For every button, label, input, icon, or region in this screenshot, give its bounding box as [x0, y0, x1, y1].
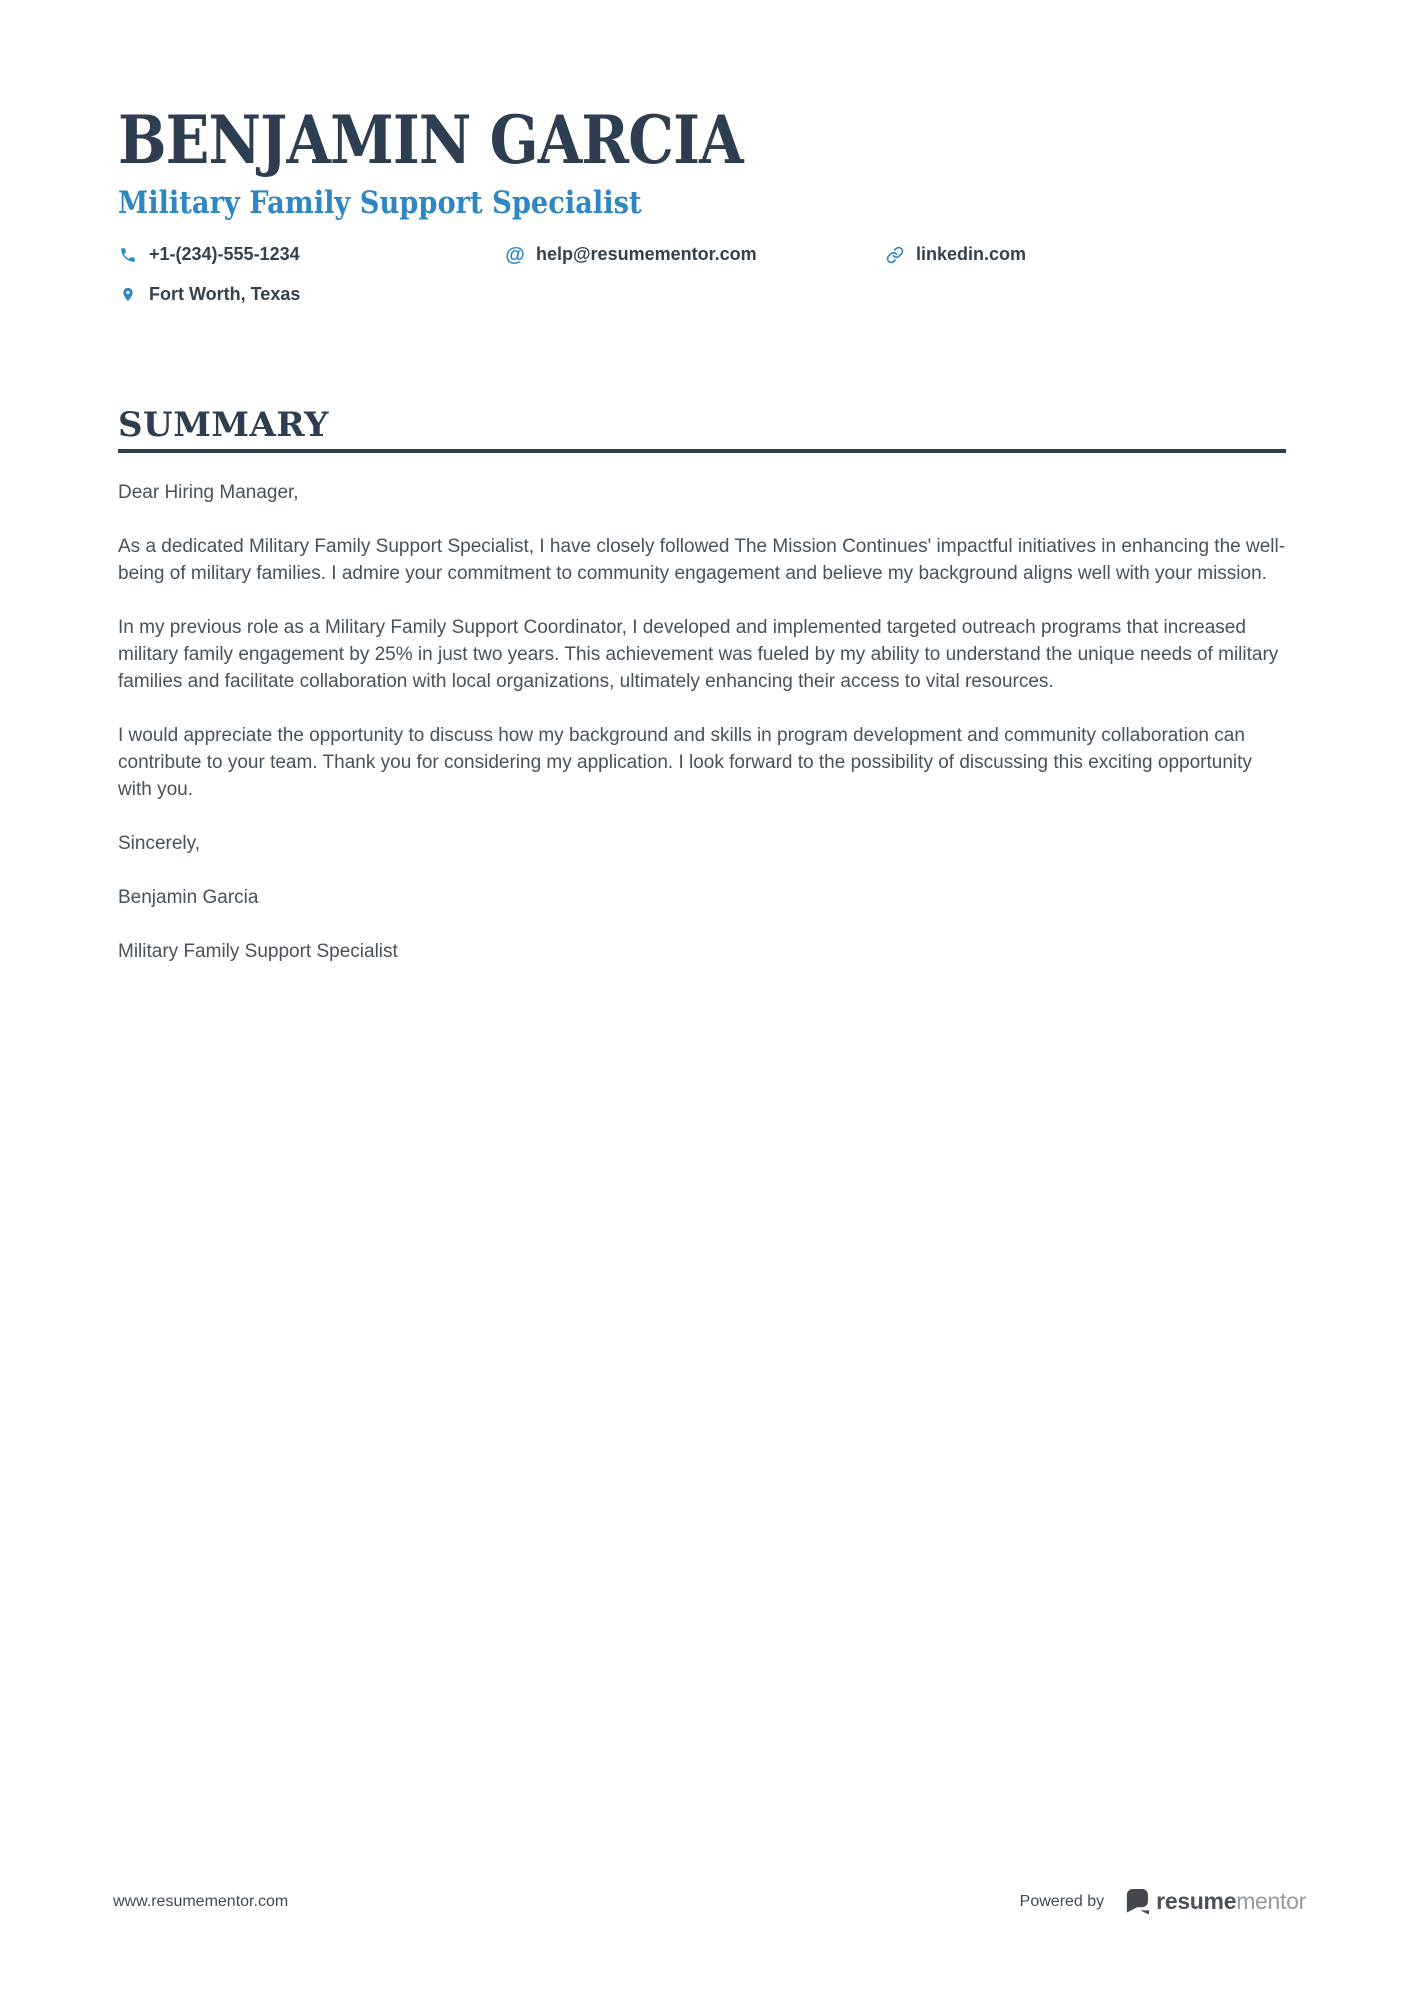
- letter-body: [118, 479, 1286, 965]
- link-icon: [885, 246, 905, 264]
- letter-paragraph: I would appreciate the opportunity to discuss how my background and skills in program development and community collaboration can contribute to your team. Thank you for considering my application. I look forward to the possibility of discussing this exciting opportunity with you.: [118, 725, 1252, 800]
- location-pin-icon: [118, 285, 138, 304]
- footer-website-link[interactable]: www.resumementor.com: [113, 1892, 289, 1910]
- page-footer: [113, 1888, 1306, 1915]
- powered-by-group: [1020, 1888, 1306, 1915]
- contact-info: [118, 244, 1286, 316]
- contact-phone[interactable]: [118, 244, 300, 265]
- letter-paragraph: As a dedicated Military Family Support Specialist, I have closely followed The Mission Continues' impactful initiatives in enhancing the well-being of military families. I admire your commitment to community engagement and believe my background aligns well with your mission.: [118, 536, 1286, 584]
- resumementor-logo-text: [1156, 1888, 1306, 1915]
- letter-signer-title: Military Family Support Specialist: [118, 941, 398, 962]
- logo-text-mentor: mentor: [1236, 1888, 1306, 1914]
- logo-text-resume: resume: [1156, 1888, 1237, 1914]
- letter-greeting: Dear Hiring Manager,: [118, 482, 299, 503]
- resumementor-logo-icon: [1124, 1889, 1149, 1914]
- contact-linkedin-label: linkedin.com: [916, 244, 1027, 264]
- letter-closing: Sincerely,: [118, 833, 201, 854]
- at-icon: @: [505, 243, 525, 266]
- letter-paragraph: In my previous role as a Military Family Support Coordinator, I developed and implemented targeted outreach programs that increased military family engagement by 25% in just two years. This achievement was fueled by my ability to understand the unique needs of military families and facilitate collaboration with local organizations, ultimately enhancing their access to vital resources.: [118, 617, 1279, 692]
- candidate-name: BENJAMIN GARCIA: [118, 101, 743, 179]
- summary-heading: SUMMARY: [118, 405, 329, 445]
- contact-linkedin[interactable]: [885, 244, 1026, 265]
- summary-divider: [118, 449, 1286, 453]
- powered-by-label: Powered by: [1019, 1892, 1105, 1910]
- contact-location[interactable]: [118, 284, 300, 305]
- contact-location-label: Fort Worth, Texas: [149, 284, 301, 304]
- contact-email-label: help@resumementor.com: [536, 244, 757, 264]
- resumementor-logo[interactable]: [1124, 1888, 1306, 1915]
- letter-signer-name: Benjamin Garcia: [118, 887, 259, 908]
- phone-icon: [118, 246, 138, 264]
- page-content: [0, 0, 1410, 965]
- candidate-job-title: Military Family Support Specialist: [118, 185, 642, 221]
- contact-email[interactable]: [505, 244, 757, 265]
- contact-phone-label: +1-(234)-555-1234: [149, 244, 300, 264]
